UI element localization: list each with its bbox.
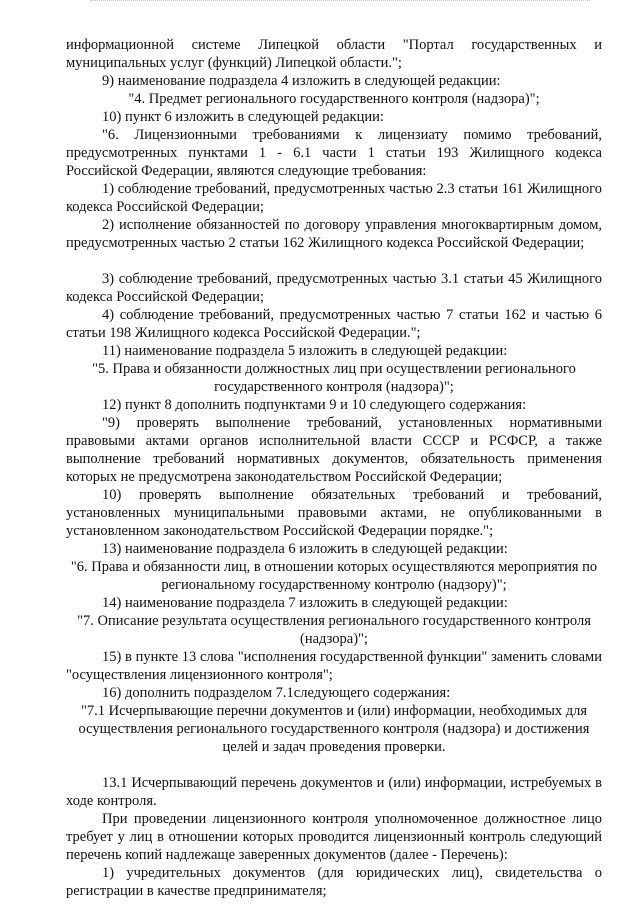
point-13-1-text: 13.1 Исчерпывающий перечень документов и (или) информации, истребуемых в ходе контроля. xyxy=(66,775,602,809)
paragraph-portal-continuation: информационной системе Липецкой области "Портал государственных и муниципальных услуг (функций) Липецкой области."; xyxy=(66,37,602,71)
requirement-2: 2) исполнение обязанностей по договору управления многоквартирным домом, предусмотренных частью 2 статьи 162 Жилищного кодекса Российской Федерации; xyxy=(66,217,602,251)
item-16-instruction: 16) дополнить подразделом 7.1следующего содержания: xyxy=(102,685,451,701)
item-14-instruction: 14) наименование подраздела 7 изложить в следующей редакции: xyxy=(102,595,508,611)
requirement-3: 3) соблюдение требований, предусмотренных частью 3.1 статьи 45 Жилищного кодекса Российской Федерации; xyxy=(66,271,602,305)
item-11-instruction: 11) наименование подраздела 5 изложить в следующей редакции: xyxy=(102,343,508,359)
subsection-7-1-title: "7.1 Исчерпывающие перечни документов и (или) информации, необходимых для осуществления регионального государственного контроля (надзора) и достижения целей и задач проведения проверки. xyxy=(78,703,590,755)
document-list-item-1: 1) учредительных документов (для юридических лиц), свидетельства о регистрации в качестве предпринимателя; xyxy=(66,865,602,899)
subpoint-10-text: 10) проверять выполнение обязательных требований и требований, установленных муниципальными правовыми актами, не опубликованными в установленном законодательством Российской Федерации порядке."; xyxy=(66,487,602,539)
item-9-instruction: 9) наименование подраздела 4 изложить в следующей редакции: xyxy=(102,73,501,89)
subsection-7-title: "7. Описание результата осуществления регионального государственного контроля (надзора)"; xyxy=(77,613,591,647)
subpoint-9-text: "9) проверять выполнение требований, установленных нормативными правовыми актами органов исполнительной власти СССР и РСФСР, а также выполнение требований нормативных документов, обязательность применения которых не предусмотрена законодательством Российской Федерации; xyxy=(66,415,602,485)
item-13-instruction: 13) наименование подраздела 6 изложить в следующей редакции: xyxy=(102,541,508,557)
subsection-5-title: "5. Права и обязанности должностных лиц при осуществлении регионального государственного контроля (надзора)"; xyxy=(92,361,576,395)
item-10-instruction: 10) пункт 6 изложить в следующей редакции: xyxy=(102,109,384,125)
requirement-4: 4) соблюдение требований, предусмотренных частью 7 статьи 162 и частью 6 статьи 198 Жилищного кодекса Российской Федерации."; xyxy=(66,307,602,341)
item-15-instruction: 15) в пункте 13 слова "исполнения государственной функции" заменить словами "осуществления лицензионного контроля"; xyxy=(66,649,602,683)
requirement-1: 1) соблюдение требований, предусмотренных частью 2.3 статьи 161 Жилищного кодекса Российской Федерации; xyxy=(66,181,602,215)
subsection-6-title: "6. Права и обязанности лиц, в отношении которых осуществляются мероприятия по региональному государственному контролю (надзору)"; xyxy=(70,559,598,593)
point-6-text: "6. Лицензионными требованиями к лицензиату помимо требований, предусмотренных пунктами 1 - 6.1 части 1 статьи 193 Жилищного кодекса Российской Федерации, являются следующие требования: xyxy=(66,127,602,179)
subsection-4-title: "4. Предмет регионального государственного контроля (надзора)"; xyxy=(128,91,540,107)
scan-edge-artifact xyxy=(90,0,590,3)
item-12-instruction: 12) пункт 8 дополнить подпунктами 9 и 10 следующего содержания: xyxy=(102,397,527,413)
inspection-request-paragraph: При проведении лицензионного контроля уполномоченное должностное лицо требует у лиц в отношении которых проводится лицензионный контроль следующий перечень копий надлежаще заверенных документов (далее - Перечень): xyxy=(66,811,602,863)
